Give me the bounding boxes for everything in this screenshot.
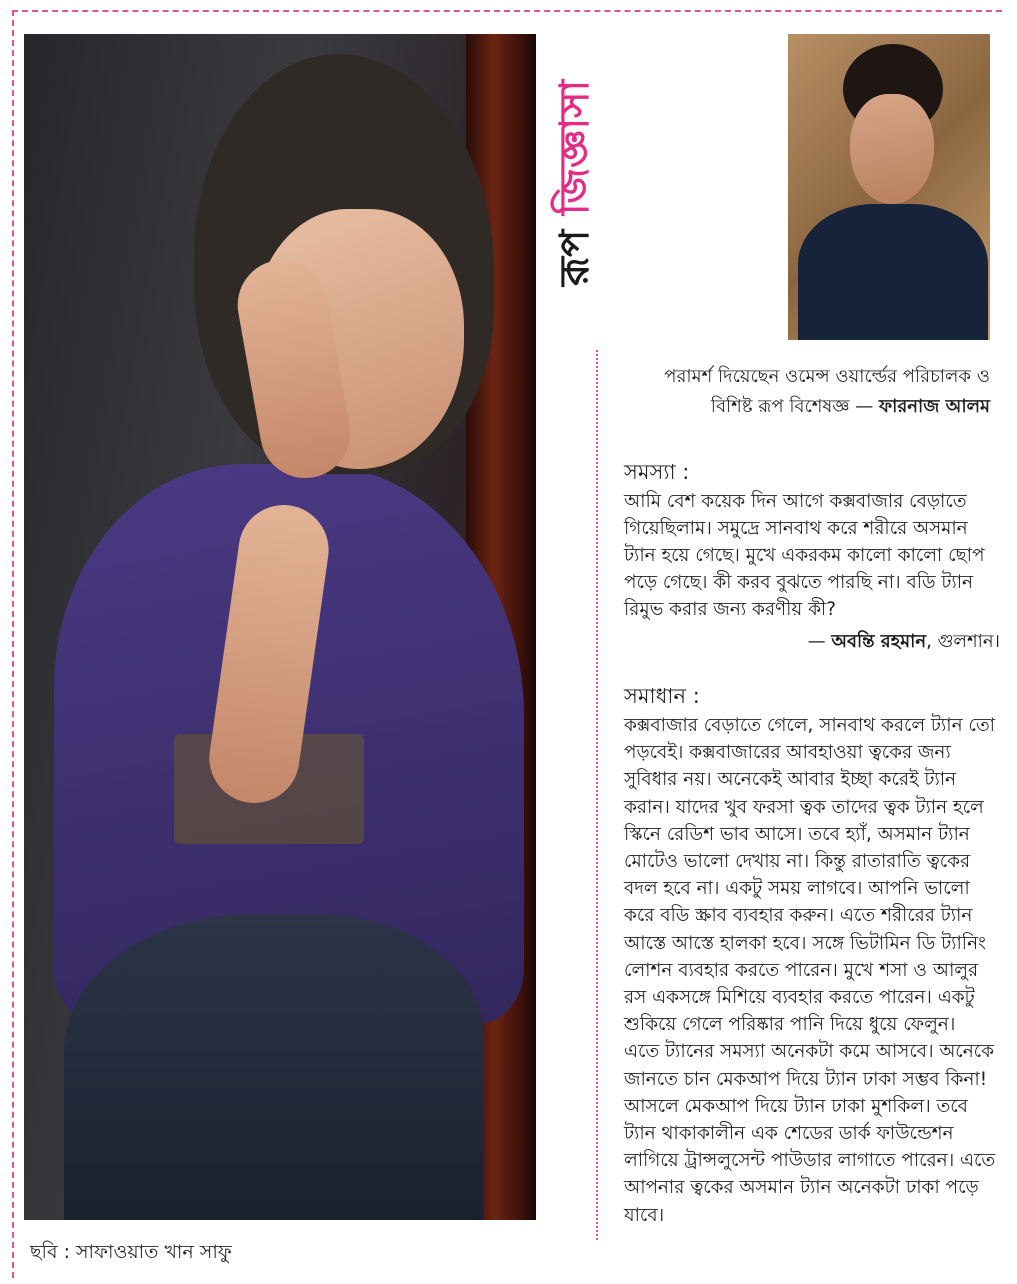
expert-intro [612, 362, 990, 422]
problem-text: আমি বেশ কয়েক দিন আগে কক্সবাজার বেড়াতে গিয়েছিলাম। সমুদ্রে সানবাথ করে শরীরে অসমান ট্যান হয়ে গেছে। মুখে একরকম কালো কালো ছোপ পড়ে গেছে। কী করব বুঝতে পারছি না। বডি ট্যান রিমুভ করার জন্য করণীয় কী? [624, 491, 985, 620]
model-photo [24, 34, 536, 1220]
expert-name: ফারনাজ আলম [878, 396, 990, 417]
intro-line2-prefix: বিশিষ্ট রূপ বিশেষজ্ঞ — [710, 396, 879, 417]
signature-name: অবন্তি রহমান [831, 631, 927, 652]
problem-heading: সমস্যা : [624, 460, 690, 484]
intro-line1: পরামর্শ দিয়েছেন ওমেন্স ওয়ার্ল্ডের পরিচালক ও [664, 366, 990, 387]
section-title [540, 38, 610, 328]
signature-prefix: — [807, 631, 832, 652]
photo-credit: ছবি : সাফাওয়াত খান সাফু [30, 1241, 232, 1263]
solution-text: কক্সবাজার বেড়াতে গেলে, সানবাথ করলে ট্যান তো পড়বেই। কক্সবাজারের আবহাওয়া ত্বকের জন্য সুবিধার নয়। অনেকেই আবার ইচ্ছা করেই ট্যান করান। যাদের খুব ফরসা ত্বক তাদের ত্বক ট্যান হলে স্কিনে রেডিশ ভাব আসে। তবে হ্যাঁ, অসমান ট্যান মোটেও ভালো দেখায় না। কিন্তু রাতারাতি ত্বকের বদল হবে না। একটু সময় লাগবে। আপনি ভালো করে বডি স্ক্রাব ব্যবহার করুন। এতে শরীরের ট্যান আস্তে আস্তে হালকা হবে। সঙ্গে ভিটামিন ডি ট্যানিং লোশন ব্যবহার করতে পারেন। মুখে শসা ও আলুর রস একসঙ্গে মিশিয়ে ব্যবহার করতে পারেন। একটু শুকিয়ে গেলে পরিষ্কার পানি দিয়ে ধুয়ে ফেলুন। এতে ট্যানের সমস্যা অনেকটা কমে আসবে। অনেকে জানতে চান মেকআপ দিয়ে ট্যান ঢাকা সম্ভব কিনা! আসলে মেকআপ দিয়ে ট্যান ঢাকা মুশকিল। তবে ট্যান থাকাকালীন এক শেডের ডার্ক ফাউন্ডেশন লাগিয়ে ট্রান্সলুসেন্ট পাউডার লাগাতে পারেন। এতে আপনার ত্বকের অসমান ট্যান অনেকটা ঢাকা পড়ে যাবে। [624, 715, 996, 1226]
section-title-word2: জিজ্ঞাসা [552, 80, 598, 216]
expert-photo [788, 34, 990, 340]
column-divider [596, 350, 598, 1240]
solution-heading: সমাধান : [624, 684, 700, 708]
expert-blazer [798, 204, 988, 340]
section-title-word1: রূপ [552, 229, 598, 286]
model-jeans [64, 914, 484, 1220]
signature-place: , গুলশান। [926, 631, 1000, 652]
reader-signature [612, 628, 1000, 655]
expert-face [850, 94, 934, 204]
intro-line2 [612, 392, 990, 422]
